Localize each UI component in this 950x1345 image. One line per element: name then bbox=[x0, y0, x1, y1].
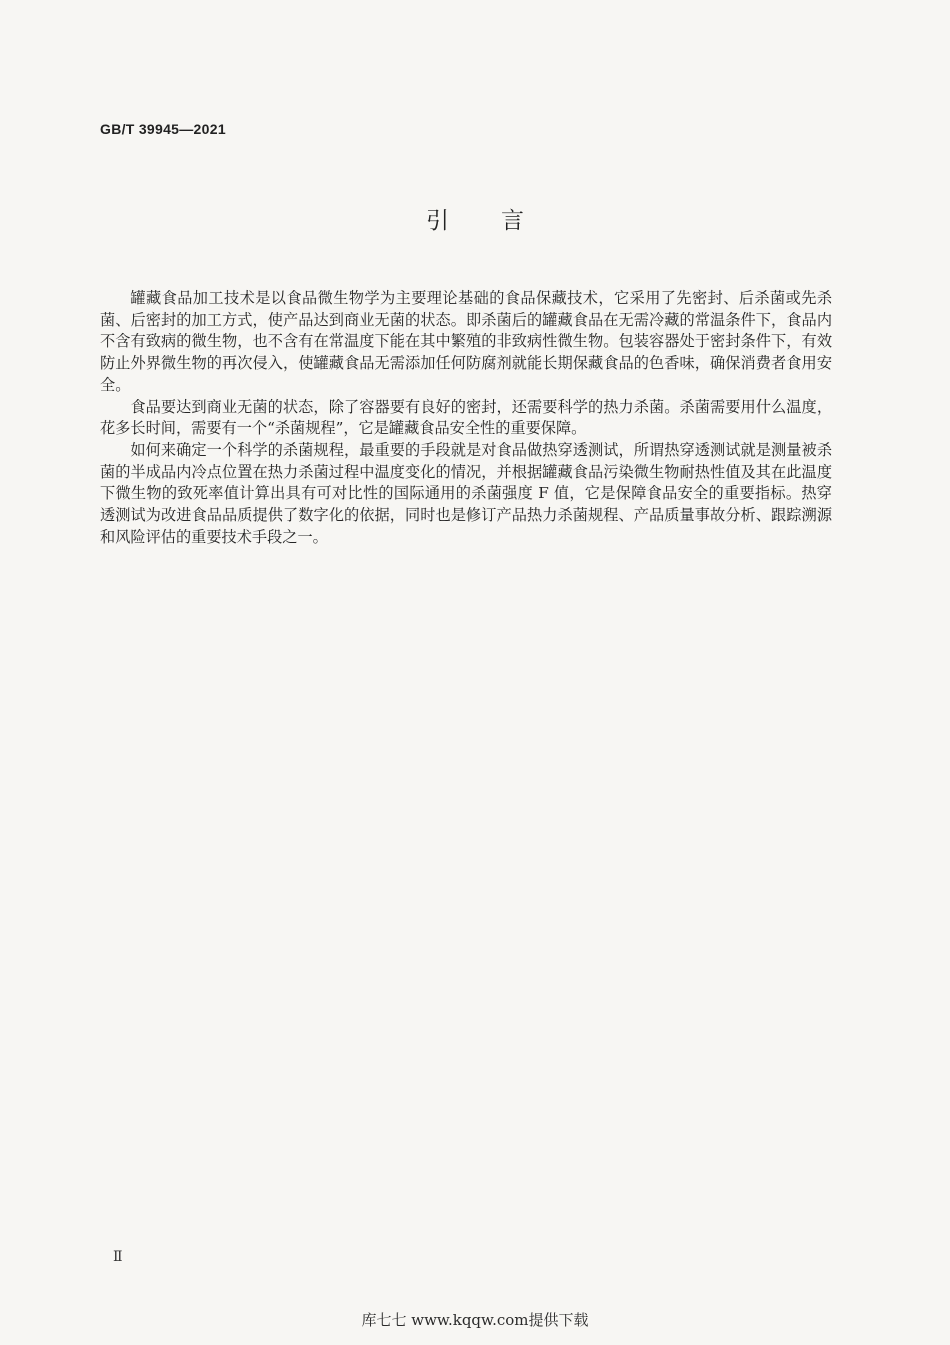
download-footer: 库七七 www.kqqw.com提供下载 bbox=[361, 1311, 589, 1329]
paragraph-2: 食品要达到商业无菌的状态，除了容器要有良好的密封，还需要科学的热力杀菌。杀菌需要用什么温度，花多长时间，需要有一个“杀菌规程”，它是罐藏食品安全性的重要保障。 bbox=[100, 397, 832, 438]
paragraph-3: 如何来确定一个科学的杀菌规程，最重要的手段就是对食品做热穿透测试，所谓热穿透测试就是测量被杀菌的半成品内冷点位置在热力杀菌过程中温度变化的情况，并根据罐藏食品污染微生物耐热性值及其在此温度下微生物的致死率值计算出具有可对比性的国际通用的杀菌强度 F 值，它是保障食品安全的重要指标。热穿透测试为改进食品品质提供了数字化的依据，同时也是修订产品热力杀菌规程、产品质量事故分析、跟踪溯源和风险评估的重要技术手段之一。 bbox=[100, 440, 832, 546]
standard-code: GB/T 39945—2021 bbox=[100, 121, 226, 137]
paragraph-1: 罐藏食品加工技术是以食品微生物学为主要理论基础的食品保藏技术，它采用了先密封、后杀菌或先杀菌、后密封的加工方式，使产品达到商业无菌的状态。即杀菌后的罐藏食品在无需冷藏的常温条件下，食品内不含有致病的微生物，也不含有在常温度下能在其中繁殖的非致病性微生物。包装容器处于密封条件下，有效防止外界微生物的再次侵入，使罐藏食品无需添加任何防腐剂就能长期保藏食品的色香味，确保消费者食用安全。 bbox=[100, 289, 832, 394]
page-title: 引言 bbox=[426, 208, 576, 234]
page-number: Ⅱ bbox=[113, 1249, 123, 1265]
introduction-body bbox=[100, 288, 832, 548]
